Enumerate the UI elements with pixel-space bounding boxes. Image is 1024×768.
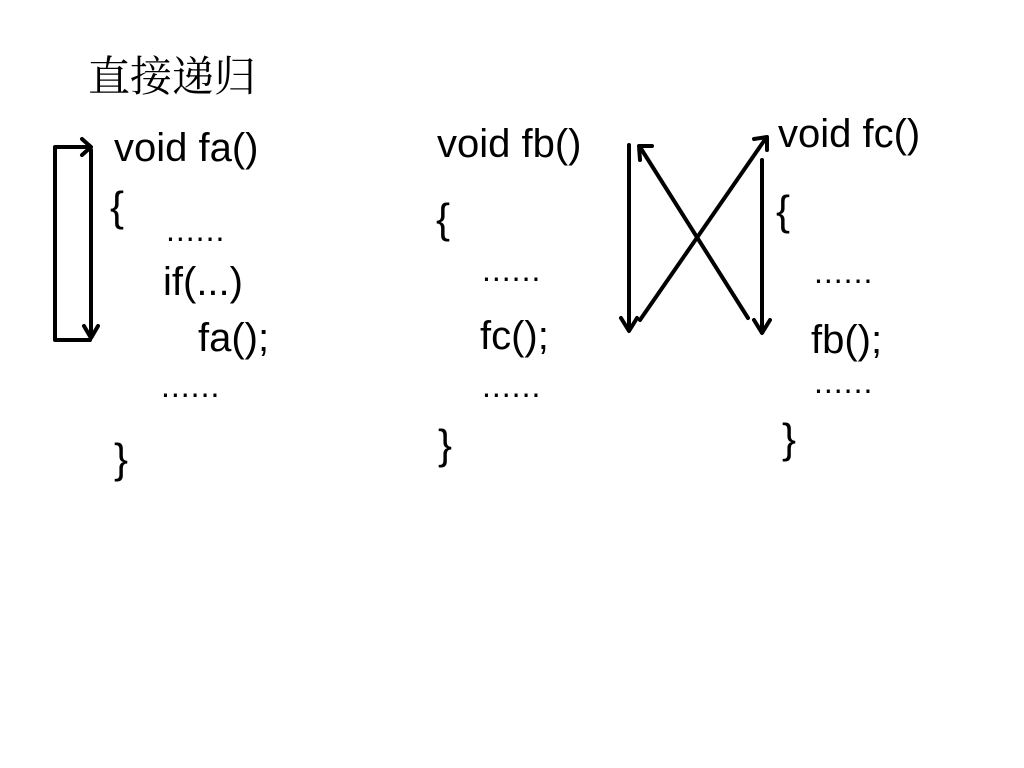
fa-recursive-call: fa();: [198, 316, 270, 360]
fc-dots-top: ......: [814, 254, 874, 290]
fc-open-brace: {: [776, 187, 791, 234]
fa-close-brace: }: [114, 435, 129, 482]
fb-dots-top: ......: [482, 252, 542, 288]
fa-signature: void fa(): [114, 126, 259, 170]
fb-close-brace: }: [438, 421, 453, 468]
fb-dots-bottom: ......: [482, 368, 542, 404]
fb-open-brace: {: [436, 195, 451, 242]
fa-dots-top: ......: [166, 212, 226, 248]
fb-signature: void fb(): [437, 122, 582, 166]
cross-arrow-fb-to-fc: [640, 138, 766, 320]
fa-dots-bottom: ......: [161, 368, 221, 404]
fc-call-fb: fb();: [811, 318, 883, 362]
fc-dots-bottom: ......: [814, 364, 874, 400]
cross-arrow-fc-to-fb: [640, 147, 748, 318]
diagram-title: 直接递归: [88, 53, 257, 100]
fc-signature: void fc(): [778, 112, 921, 156]
fa-open-brace: {: [110, 183, 125, 230]
fc-close-brace: }: [782, 415, 797, 462]
fa-recursion-loop-arrow: [55, 147, 90, 340]
fa-if-statement: if(...): [163, 260, 243, 304]
fb-call-fc: fc();: [480, 314, 549, 358]
